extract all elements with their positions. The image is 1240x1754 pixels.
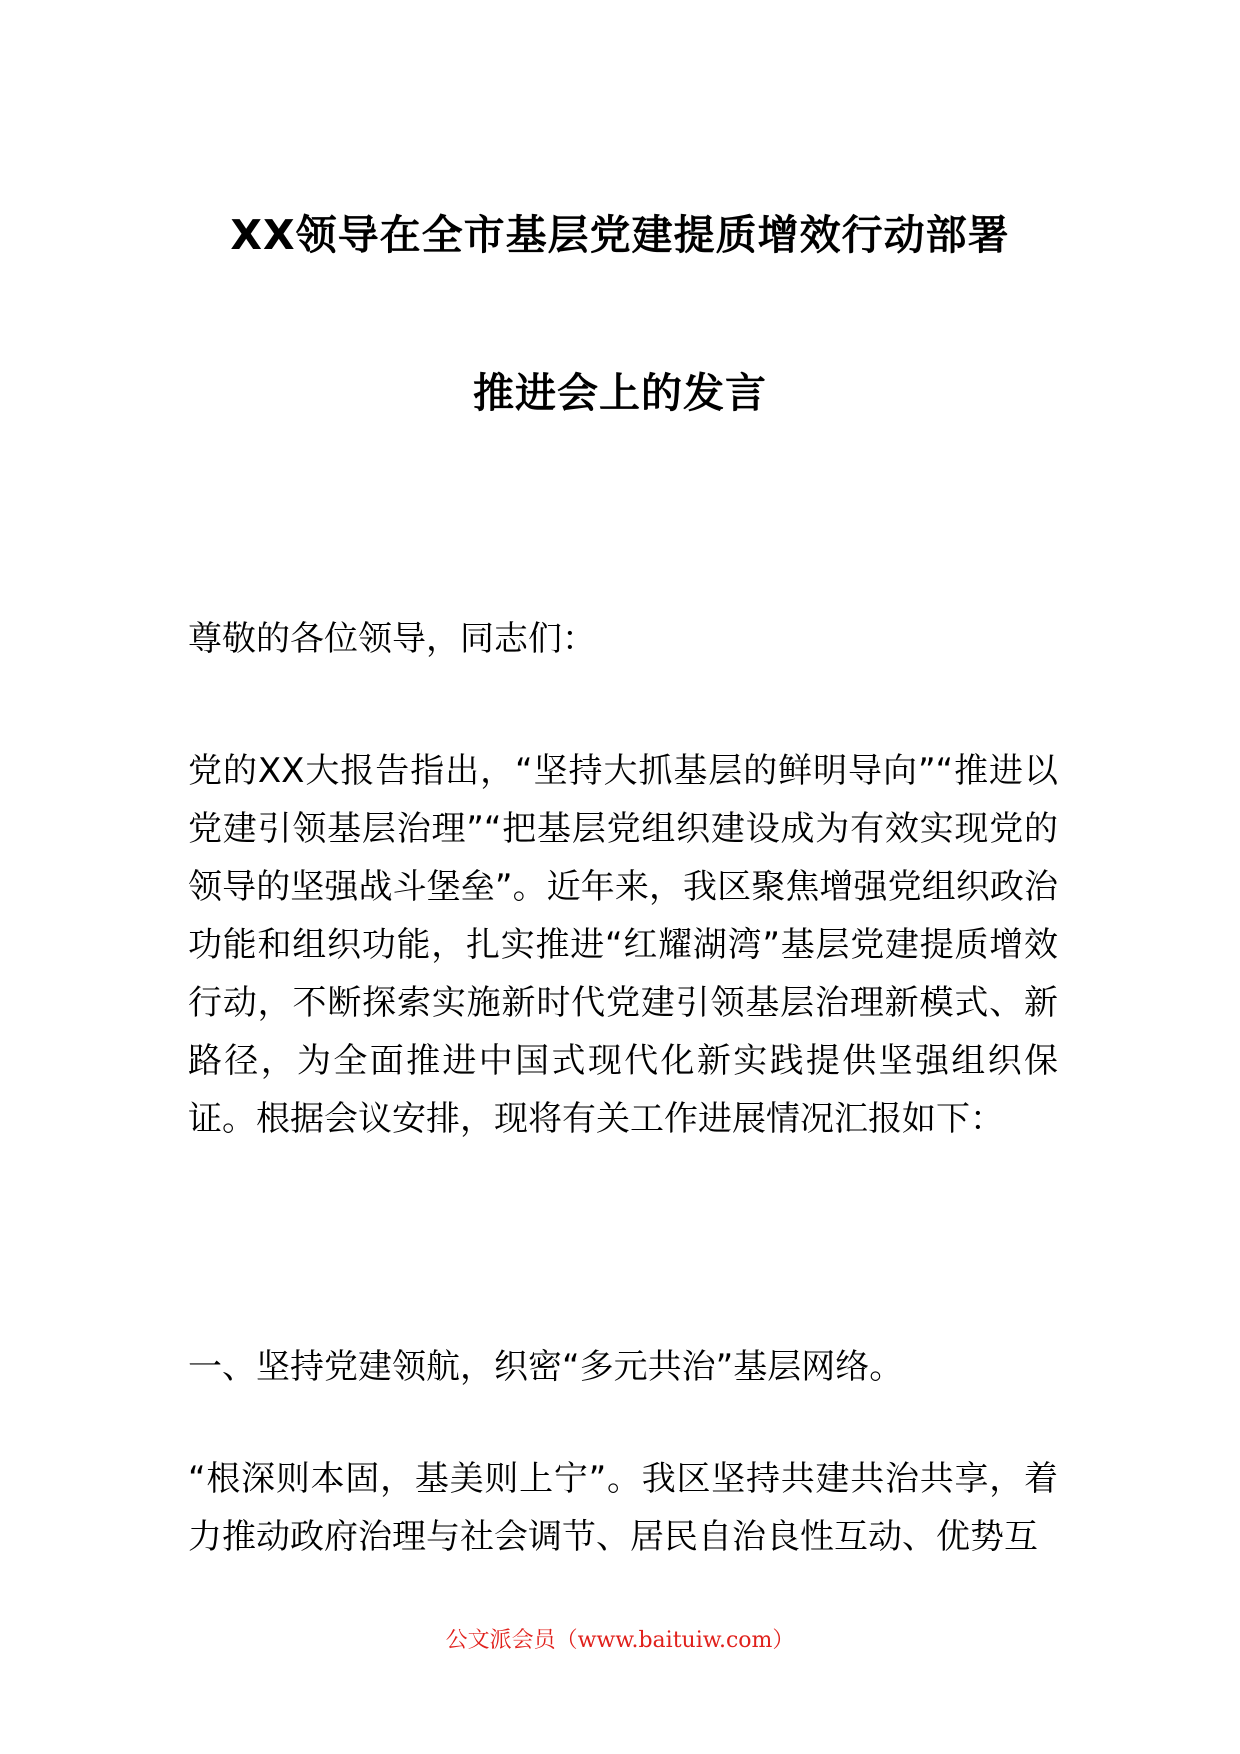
salutation: 尊敬的各位领导，同志们： [188,619,596,659]
document-title-line-1: XX领导在全市基层党建提质增效行动部署 [230,211,1010,259]
body-paragraph-2: “根深则本固，基美则上宁”。我区坚持共建共治共享，着力推动政府治理与社会调节、居民自治良性互动、优势互 [188,1459,1058,1557]
footer-watermark: 公文派会员（www.baituiw.com） [445,1628,795,1653]
body-paragraph-1: 党的XX大报告指出，“坚持大抓基层的鲜明导向”“推进以党建引领基层治理”“把基层党组织建设成为有效实现党的领导的坚强战斗堡垒”。近年来，我区聚焦增强党组织政治功能和组织功能，扎实推进“红耀湖湾”基层党建提质增效行动，不断探索实施新时代党建引领基层治理新模式、新路径，为全面推进中国式现代化新实践提供坚强组织保证。根据会议安排，现将有关工作进展情况汇报如下： [188,751,1058,1139]
document-title-line-2: 推进会上的发言 [473,369,767,417]
section-heading-1: 一、坚持党建领航，织密“多元共治”基层网络。 [188,1347,904,1387]
